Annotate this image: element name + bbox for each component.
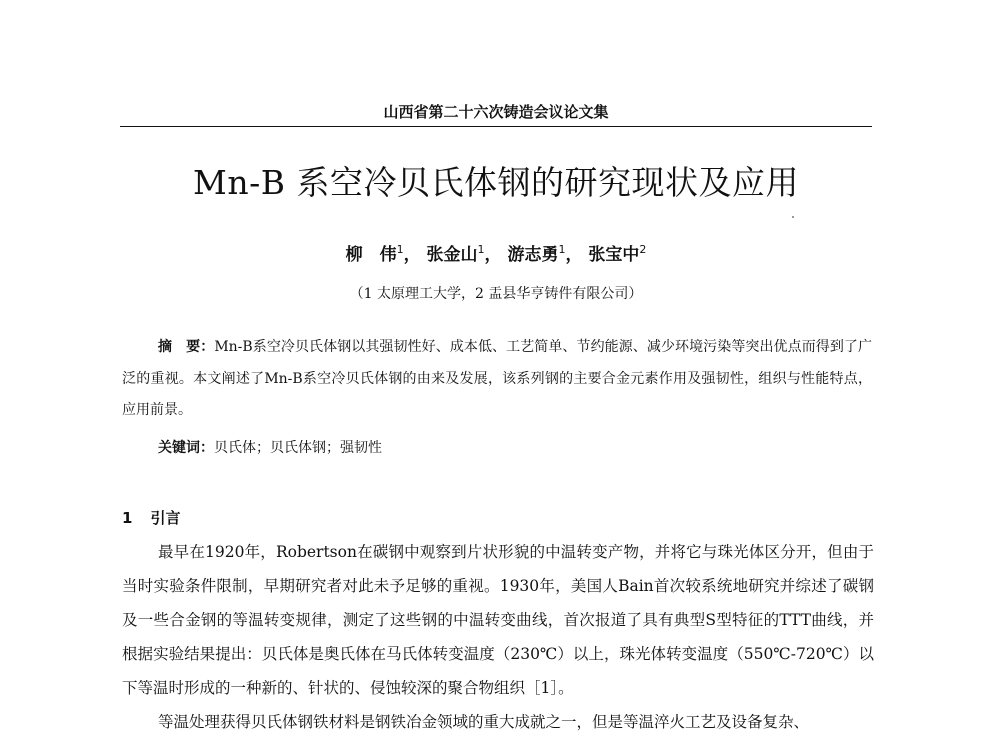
section-number: 1 xyxy=(122,509,133,527)
author-name: 张金山 xyxy=(426,245,478,265)
journal-header: 山西省第二十六次铸造会议论文集 xyxy=(383,103,609,121)
paper-title: Mn-B 系空冷贝氏体钢的研究现状及应用 xyxy=(193,163,799,202)
author-name: 游志勇 xyxy=(507,245,559,265)
header-rule xyxy=(120,126,872,127)
scan-speck xyxy=(792,216,794,218)
section-title: 引言 xyxy=(150,509,181,527)
keywords-label: 关键词： xyxy=(158,440,214,456)
author-name: 张宝中 xyxy=(588,245,640,265)
author-list: 柳 伟$^1$， 张金山$^1$， 游志勇$^1$， 张宝中$^2$ xyxy=(345,243,647,265)
author-name: 柳 伟 xyxy=(345,245,397,265)
body-paragraph: 最早在1920年，Robertson在碳钢中观察到片状形貌的中温转变产物，并将它与珠光体区分开，但由于当时实验条件限制，早期研究者对此未予足够的重视。1930年，美国人Bain首次较系统地研究并综述了碳钢及一些合金钢的等温转变规律，测定了这些钢的中温转变曲线，首次报道了具有典型S型特征的TTT曲线，并根据实验结果提出：贝氏体是奥氏体在马氏体转变温度（230℃）以上，珠光体转变温度（550℃-720℃）以下等温时形成的一种新的、针状的、侵蚀较深的聚合物组织［1］。 xyxy=(122,543,874,697)
abstract xyxy=(122,332,872,427)
author-affiliation-mark: 1 xyxy=(558,243,566,256)
keywords xyxy=(158,437,382,457)
keywords-text: 贝氏体；贝氏体钢；强韧性 xyxy=(214,440,382,456)
abstract-label: 摘 要： xyxy=(158,339,215,355)
body-paragraph: 等温处理获得贝氏体钢铁材料是钢铁冶金领域的重大成就之一，但是等温淬火工艺及设备复杂、 xyxy=(158,713,810,731)
affiliations: （1 太原理工大学，2 盂县华亨铸件有限公司） xyxy=(349,286,643,302)
author-affiliation-mark: 1 xyxy=(477,243,485,256)
author-affiliation-mark: 2 xyxy=(639,243,647,256)
abstract-text: Mn-B系空冷贝氏体钢以其强韧性好、成本低、工艺简单、节约能源、减少环境污染等突出优点而得到了广泛的重视。本文阐述了Mn-B系空冷贝氏体钢的由来及发展，该系列钢的主要合金元素作用及强韧性，组织与性能特点，应用前景。 xyxy=(122,339,873,418)
section-heading xyxy=(122,507,180,528)
author-affiliation-mark: 1 xyxy=(396,243,404,256)
